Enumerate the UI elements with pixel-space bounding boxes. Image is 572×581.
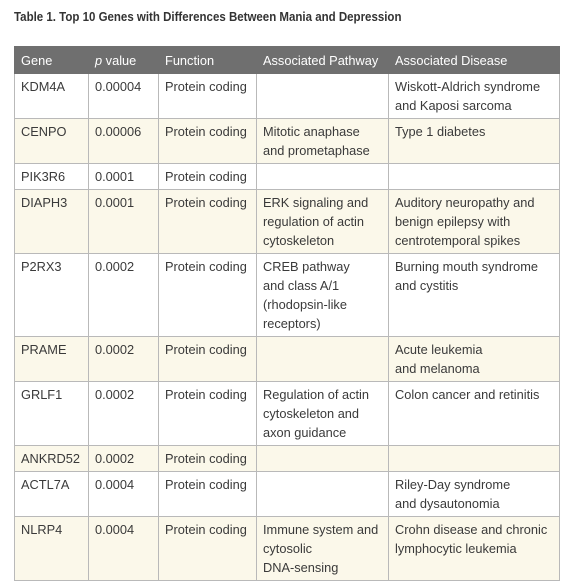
cell-p-value: 0.0002	[89, 382, 159, 446]
table-body	[15, 74, 560, 581]
cell-function: Protein coding	[159, 190, 257, 254]
cell-function: Protein coding	[159, 254, 257, 337]
table-row	[15, 382, 560, 446]
cell-p-value: 0.0001	[89, 190, 159, 254]
cell-disease	[389, 74, 560, 119]
cell-pathway-line: cytoskeleton	[263, 233, 335, 248]
cell-p-value: 0.0004	[89, 517, 159, 581]
cell-pathway	[257, 254, 389, 337]
cell-disease-line: Crohn disease and chronic	[395, 522, 548, 537]
cell-disease	[389, 517, 560, 581]
cell-function: Protein coding	[159, 382, 257, 446]
header-p-value	[89, 47, 159, 74]
cell-function: Protein coding	[159, 337, 257, 382]
header-p-letter: p	[95, 53, 103, 68]
table-row	[15, 446, 560, 472]
cell-disease-line: benign epilepsy with	[395, 214, 511, 229]
header-pathway: Associated Pathway	[257, 47, 389, 74]
table-row	[15, 119, 560, 164]
cell-gene: ANKRD52	[15, 446, 89, 472]
cell-gene: P2RX3	[15, 254, 89, 337]
cell-pathway-line: Regulation of actin	[263, 387, 369, 402]
header-gene: Gene	[15, 47, 89, 74]
cell-function: Protein coding	[159, 119, 257, 164]
cell-pathway-line: regulation of actin	[263, 214, 365, 229]
cell-function: Protein coding	[159, 472, 257, 517]
cell-pathway-line: axon guidance	[263, 425, 347, 440]
cell-disease-line: lymphocytic leukemia	[395, 541, 517, 556]
cell-pathway-line: ERK signaling and	[263, 195, 369, 210]
cell-pathway-line: CREB pathway	[263, 259, 350, 274]
cell-pathway-line: DNA-sensing	[263, 560, 339, 575]
cell-pathway-line: and prometaphase	[263, 143, 370, 158]
cell-disease-line: Auditory neuropathy and	[395, 195, 535, 210]
cell-p-value: 0.00006	[89, 119, 159, 164]
table-caption: Table 1. Top 10 Genes with Differences Between Mania and Depression	[14, 10, 402, 24]
cell-pathway	[257, 119, 389, 164]
table-row	[15, 164, 560, 190]
cell-disease	[389, 164, 560, 190]
cell-pathway	[257, 382, 389, 446]
table-row	[15, 190, 560, 254]
cell-disease	[389, 337, 560, 382]
table-row	[15, 517, 560, 581]
cell-disease	[389, 190, 560, 254]
cell-pathway-line: receptors)	[263, 316, 321, 331]
cell-p-value: 0.0002	[89, 446, 159, 472]
cell-disease-line: Burning mouth syndrome	[395, 259, 538, 274]
cell-pathway-line: and class A/1	[263, 278, 340, 293]
cell-gene: KDM4A	[15, 74, 89, 119]
cell-p-value: 0.0004	[89, 472, 159, 517]
cell-pathway	[257, 517, 389, 581]
cell-function: Protein coding	[159, 74, 257, 119]
header-disease: Associated Disease	[389, 47, 560, 74]
cell-disease-line: Colon cancer and retinitis	[395, 387, 540, 402]
genes-table	[14, 46, 560, 581]
cell-function: Protein coding	[159, 164, 257, 190]
cell-disease-line: Acute leukemia	[395, 342, 483, 357]
cell-disease-line: Riley-Day syndrome	[395, 477, 511, 492]
cell-pathway	[257, 446, 389, 472]
cell-p-value: 0.0002	[89, 254, 159, 337]
cell-function: Protein coding	[159, 446, 257, 472]
cell-pathway	[257, 74, 389, 119]
header-function: Function	[159, 47, 257, 74]
cell-disease-line: centrotemporal spikes	[395, 233, 521, 248]
cell-gene: PRAME	[15, 337, 89, 382]
table-row	[15, 74, 560, 119]
cell-pathway-line: cytosolic	[263, 541, 313, 556]
cell-pathway	[257, 337, 389, 382]
cell-disease-line: Type 1 diabetes	[395, 124, 486, 139]
cell-p-value: 0.00004	[89, 74, 159, 119]
table-row	[15, 254, 560, 337]
cell-disease-line: and dysautonomia	[395, 496, 500, 511]
cell-gene: GRLF1	[15, 382, 89, 446]
cell-pathway	[257, 472, 389, 517]
cell-pathway-line: (rhodopsin-like	[263, 297, 347, 312]
cell-gene: ACTL7A	[15, 472, 89, 517]
cell-pathway-line: Mitotic anaphase	[263, 124, 360, 139]
cell-disease-line: and cystitis	[395, 278, 459, 293]
header-p-suffix: value	[102, 53, 137, 68]
cell-disease	[389, 472, 560, 517]
cell-pathway-line: Immune system and	[263, 522, 379, 537]
cell-gene: CENPO	[15, 119, 89, 164]
table-row	[15, 472, 560, 517]
cell-disease	[389, 382, 560, 446]
cell-disease-line: and melanoma	[395, 361, 480, 376]
cell-gene: DIAPH3	[15, 190, 89, 254]
cell-gene: PIK3R6	[15, 164, 89, 190]
cell-disease	[389, 119, 560, 164]
cell-disease-line: and Kaposi sarcoma	[395, 98, 512, 113]
cell-gene: NLRP4	[15, 517, 89, 581]
table-row	[15, 337, 560, 382]
cell-disease-line: Wiskott-Aldrich syndrome	[395, 79, 541, 94]
cell-pathway	[257, 190, 389, 254]
cell-disease	[389, 254, 560, 337]
cell-pathway-line: cytoskeleton and	[263, 406, 360, 421]
cell-function: Protein coding	[159, 517, 257, 581]
table-header-row	[15, 47, 560, 74]
cell-disease	[389, 446, 560, 472]
cell-pathway	[257, 164, 389, 190]
cell-p-value: 0.0001	[89, 164, 159, 190]
cell-p-value: 0.0002	[89, 337, 159, 382]
